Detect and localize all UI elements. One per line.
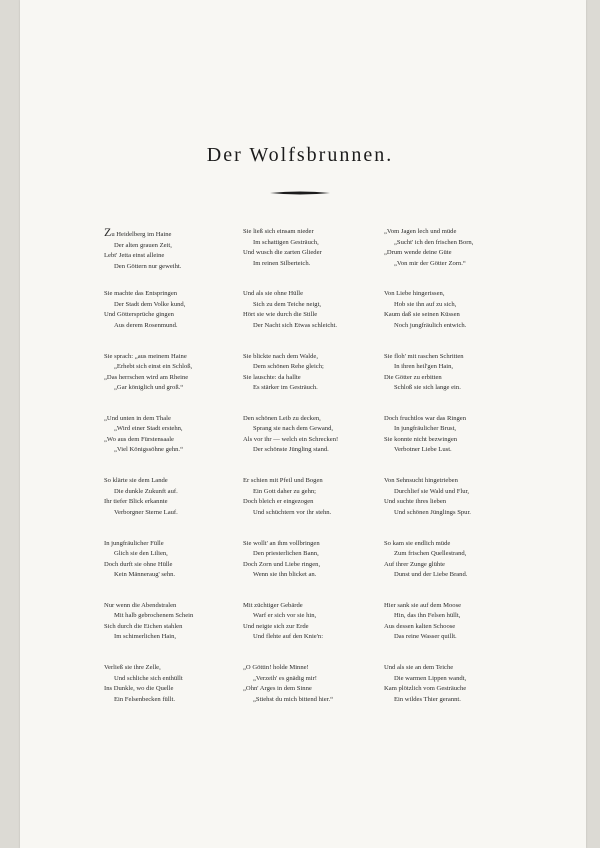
verse-line: Noch jungfräulich entwich. bbox=[394, 321, 467, 329]
verse-line: Zum frischen Quellestrand, bbox=[394, 550, 467, 557]
verse-line: Sich zu dem Teiche neigt, bbox=[253, 300, 322, 308]
verse-line: Glich sie den Lilien, bbox=[114, 550, 168, 557]
verse-line: Sich durch die Eichen stahlen bbox=[104, 622, 183, 630]
verse-line: Kaum daß sie seinen Küssen bbox=[384, 311, 460, 319]
verse-line: Ein Felsenbecken füllt. bbox=[114, 695, 175, 703]
verse-line: In jungfräulicher Brust, bbox=[394, 425, 457, 433]
verse-line: Und wusch die zarten Glieder bbox=[243, 249, 322, 256]
stanza bbox=[104, 227, 254, 272]
verse-line: Und flehte auf den Knie'n: bbox=[253, 633, 324, 641]
stanza bbox=[243, 539, 393, 581]
verse-line: Ein wildes Thier gerannt. bbox=[394, 695, 461, 703]
verse-line: Sprang sie nach dem Gewand, bbox=[253, 425, 334, 433]
verse-line: So klärte sie dem Lande bbox=[104, 477, 168, 485]
stanza bbox=[384, 227, 534, 269]
verse-line: Nur wenn die Abendstralen bbox=[104, 601, 177, 609]
verse-line: Doch fruchtlos war das Ringen bbox=[384, 414, 467, 422]
stanza bbox=[384, 601, 534, 643]
stanza bbox=[243, 663, 393, 705]
verse-line: Von Liebe hingerissen, bbox=[384, 290, 445, 298]
verse-line: Sie wollt' an ihm vollbringen bbox=[243, 539, 320, 547]
stanza bbox=[243, 227, 393, 269]
verse-line: Und neigte sich zur Erde bbox=[243, 622, 309, 630]
poem-title: Der Wolfsbrunnen. bbox=[206, 144, 394, 166]
verse-line: „Ohn' Arges in dem Sinne bbox=[243, 685, 312, 693]
stanza bbox=[243, 601, 393, 643]
verse-line: Kam plötzlich vom Gesträuche bbox=[384, 685, 467, 693]
verse-line: Das reine Wasser quillt. bbox=[394, 633, 457, 641]
verse-line: „Sucht' ich den frischen Born, bbox=[394, 238, 474, 246]
verse-line: So kam sie endlich müde bbox=[384, 539, 451, 547]
verse-line: Doch bleich er eingezogen bbox=[243, 498, 314, 506]
verse-line: „Drum wende deine Güte bbox=[384, 249, 452, 256]
verse-line: Die Götter zu erbitten bbox=[384, 373, 442, 381]
verse-line: Hört sie wie durch die Stille bbox=[243, 311, 318, 319]
verse-line: Es stärker im Gesträuch. bbox=[253, 384, 318, 392]
verse-line: Durchlief sie Wald und Flur, bbox=[394, 487, 470, 495]
verse-line: Kein Männeraug' sehn. bbox=[114, 571, 176, 578]
verse-line: Schloß sie sich lange ein. bbox=[394, 384, 461, 392]
verse-line: „Wird einer Stadt erstehn, bbox=[114, 425, 183, 433]
stanza bbox=[104, 289, 254, 331]
verse-line: Ein Gott daher zu gehn; bbox=[253, 487, 316, 495]
stanza bbox=[384, 289, 534, 331]
verse-line: „Viel Königssöhne gehn.“ bbox=[114, 446, 184, 454]
verse-line: „Das herrschen wird am Rheine bbox=[104, 373, 189, 381]
stanza bbox=[104, 414, 254, 456]
stanza bbox=[384, 414, 534, 456]
stanza bbox=[243, 289, 393, 331]
verse-line: Auf ihrer Zunge glühte bbox=[384, 560, 445, 568]
verse-line: Von Sehnsucht hingetrieben bbox=[384, 477, 458, 485]
verse-line: Und als sie ohne Hülle bbox=[243, 290, 304, 298]
verse-line: „Vom Jagen lech und müde bbox=[384, 228, 457, 235]
verse-line: Und Göttersprüche gingen bbox=[104, 311, 174, 319]
verse-line: Warf er sich vor sie hin, bbox=[253, 612, 317, 620]
drop-cap: Z bbox=[104, 225, 112, 239]
verse-line: „Wo aus dem Fürstensaale bbox=[104, 435, 174, 443]
verse-line: Und schliche sich enthüllt bbox=[114, 674, 183, 682]
verse-line: Und schüchtern vor ihr stehn. bbox=[253, 508, 332, 516]
verse-line: Hin, das ihn Felsen hüllt, bbox=[394, 612, 461, 620]
verse-line: Der Nacht sich Etwas schleicht. bbox=[253, 321, 338, 329]
verse-line: Mit halb gebrochenem Schein bbox=[114, 612, 194, 620]
verse-line: Sie blickte nach dem Walde, bbox=[243, 352, 318, 360]
stanza bbox=[384, 539, 534, 581]
verse-line: Und schönen Jünglings Spur. bbox=[394, 508, 471, 516]
verse-line: Ins Dunkle, wo die Quelle bbox=[104, 685, 174, 693]
verse-line: Der Stadt dem Volke kund, bbox=[114, 300, 186, 308]
verse-line: Als vor ihr — welch ein Schrecken! bbox=[243, 435, 339, 443]
stanza bbox=[243, 414, 393, 456]
stanza bbox=[104, 352, 254, 394]
verse-line: Sie ließ sich einsam nieder bbox=[243, 228, 314, 235]
verse-line: Die dunkle Zukunft auf. bbox=[114, 487, 178, 495]
stanza bbox=[243, 476, 393, 518]
verse-line: Dem schönen Rehe gleich; bbox=[253, 363, 324, 371]
verse-line: Im schimerlichen Hain, bbox=[114, 633, 177, 641]
verse-line: Den priesterlichen Bann, bbox=[253, 550, 319, 557]
verse-line: „O Göttin! holde Minne! bbox=[243, 664, 309, 672]
stanza bbox=[104, 663, 254, 705]
verse-line: Und suchte ihres lieben bbox=[384, 498, 447, 506]
stanza bbox=[104, 476, 254, 518]
verse-line: Und als sie an dem Teiche bbox=[384, 664, 454, 672]
verse-line: Er schien mit Pfeil und Bogen bbox=[243, 477, 323, 485]
verse-line: Im schattigen Gesträuch, bbox=[253, 238, 319, 246]
verse-line: Dunst und der Liebe Brand. bbox=[394, 571, 468, 578]
verse-line: Verbotner Liebe Lust. bbox=[394, 446, 452, 454]
verse-line: „Verzeih' es gnädig mir! bbox=[253, 674, 317, 682]
verse-line: Im reinen Silberteich. bbox=[253, 259, 311, 267]
verse-line bbox=[104, 227, 254, 241]
verse-line: Den Göttern nur geweiht. bbox=[114, 262, 182, 270]
verse-line: „Von mir der Götter Zorn.“ bbox=[394, 259, 466, 267]
stanza bbox=[104, 539, 254, 581]
verse-line: Die warmen Lippen wandt, bbox=[394, 674, 467, 682]
stanza bbox=[104, 601, 254, 643]
verse-line: Sie lauschte: da hallte bbox=[243, 373, 301, 381]
verse-line: Der schönste Jüngling stand. bbox=[253, 446, 329, 454]
ornament-rule bbox=[270, 189, 330, 197]
verse-line: Wenn sie ihn blicket an. bbox=[253, 571, 317, 578]
stanza bbox=[384, 352, 534, 394]
verse-line: Den schönen Leib zu decken, bbox=[243, 414, 321, 422]
verse-line: Verließ sie ihre Zelle, bbox=[104, 664, 161, 672]
verse-line: „Gar königlich und groß.“ bbox=[114, 384, 184, 392]
verse-line: Hier sank sie auf dem Moose bbox=[384, 601, 462, 609]
verse-line: „Und unten in dem Thale bbox=[104, 414, 171, 422]
verse-line: Sie sprach: „aus meinem Haine bbox=[104, 352, 187, 360]
verse-line: Sie floh' mit raschen Schritten bbox=[384, 352, 464, 360]
verse-line: Aus derem Rosenmund. bbox=[114, 321, 178, 329]
verse-line: „Erhebt sich einst ein Schloß, bbox=[114, 363, 193, 371]
stanza bbox=[243, 352, 393, 394]
verse-line: Aus dessen kalten Schoose bbox=[384, 622, 456, 630]
verse-line: Sie machte das Entspringen bbox=[104, 290, 178, 298]
verse-line: In jungfräulicher Fülle bbox=[104, 539, 164, 547]
verse-line: Der alten grauen Zeit, bbox=[114, 241, 172, 249]
verse-line: Mit züchtiger Gebärde bbox=[243, 601, 303, 609]
verse-line: „Stiehst du mich bittend hier.“ bbox=[253, 695, 334, 703]
verse-line: Verborgner Sterne Lauf. bbox=[114, 508, 178, 516]
verse-line: Sie konnte nicht bezwingen bbox=[384, 435, 458, 443]
verse-line: Doch Zorn und Liebe ringen, bbox=[243, 560, 321, 568]
stanza bbox=[384, 476, 534, 518]
verse-line: Doch durft sie ohne Hülle bbox=[104, 560, 173, 568]
verse-line: Hob sie ihn auf zu sich, bbox=[394, 300, 457, 308]
stanza bbox=[384, 663, 534, 705]
verse-line: In ihren heil'gen Hain, bbox=[394, 363, 454, 371]
verse-line: Ihr tiefer Blick erkannte bbox=[104, 498, 168, 506]
verse-line-text: u Heidelberg im Haine bbox=[111, 231, 172, 238]
verse-line: Lebt' Jetta einst alleine bbox=[104, 252, 165, 259]
